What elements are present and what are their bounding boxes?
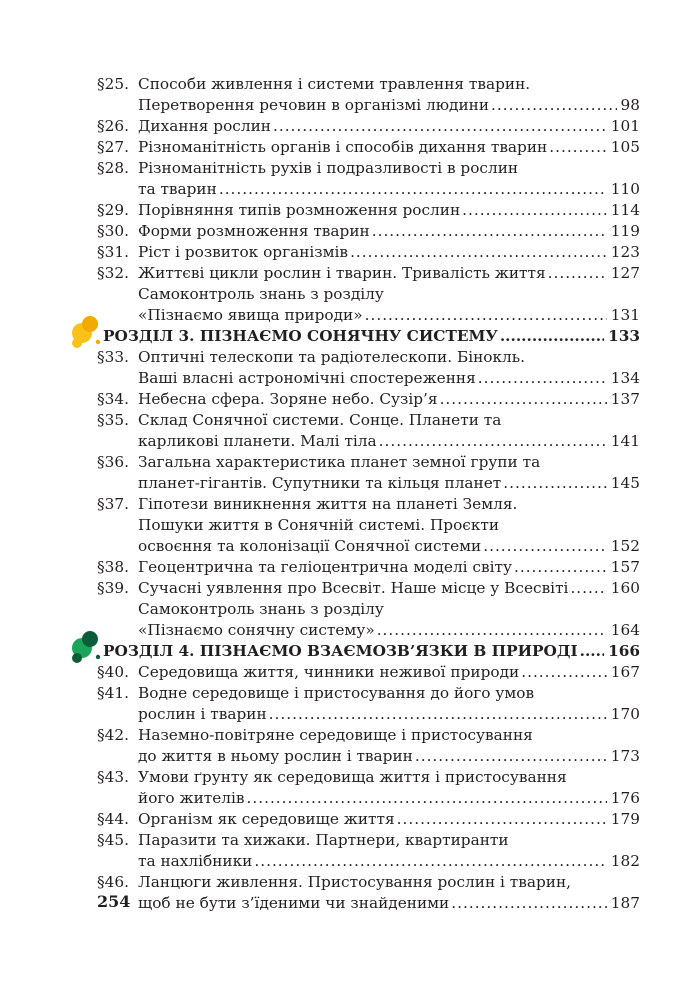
entry-page-number: 166 bbox=[608, 642, 640, 660]
entry-title: Організм як середовище життя bbox=[138, 810, 395, 828]
dot-leader bbox=[491, 95, 616, 116]
entry-title-line bbox=[138, 746, 640, 767]
dot-leader bbox=[247, 788, 607, 809]
entry-title: Ваші власні астрономічні спостереження bbox=[138, 369, 476, 387]
paragraph-number: §33. bbox=[97, 348, 129, 366]
entry-page-number: 141 bbox=[610, 432, 640, 450]
entry-page-number: 179 bbox=[610, 810, 640, 828]
entry-page-number: 133 bbox=[608, 327, 640, 345]
entry-title: Умови ґрунту як середовища життя і пристосування bbox=[138, 768, 567, 786]
paragraph-number: §44. bbox=[97, 810, 129, 828]
entry-title: Геоцентрична та геліоцентрична моделі світу bbox=[138, 558, 512, 576]
toc-entry[interactable] bbox=[97, 872, 640, 914]
entry-title: Водне середовище і пристосування до його умов bbox=[138, 684, 535, 702]
entry-title: карликові планети. Малі тіла bbox=[138, 432, 377, 450]
toc-entry[interactable] bbox=[97, 221, 640, 242]
entry-page-number: 119 bbox=[610, 222, 640, 240]
entry-title: РОЗДІЛ 3. ПІЗНАЄМО СОНЯЧНУ СИСТЕМУ bbox=[103, 327, 498, 345]
entry-page-number: 137 bbox=[610, 390, 640, 408]
toc-line bbox=[97, 242, 640, 263]
dot-leader bbox=[440, 389, 607, 410]
entry-page-number: 110 bbox=[610, 180, 640, 198]
entry-title: його жителів bbox=[138, 789, 245, 807]
entry-title-line bbox=[138, 263, 640, 284]
entry-title: Гіпотези виникнення життя на планеті Земля. bbox=[138, 495, 518, 513]
toc-line bbox=[97, 515, 640, 536]
entry-title: «Пізнаємо сонячну систему» bbox=[138, 621, 375, 639]
entry-title-line bbox=[138, 893, 640, 914]
toc-line bbox=[97, 641, 640, 662]
entry-title-line bbox=[138, 347, 640, 368]
entry-title-line bbox=[138, 305, 640, 326]
entry-title-line bbox=[138, 767, 640, 788]
entry-page-number: 157 bbox=[610, 558, 640, 576]
entry-title: Ланцюги живлення. Пристосування рослин і тварин, bbox=[138, 873, 572, 891]
toc-line bbox=[97, 683, 640, 704]
toc-entry[interactable] bbox=[97, 74, 640, 116]
toc-entry[interactable] bbox=[97, 158, 640, 200]
entry-page-number: 152 bbox=[610, 537, 640, 555]
entry-title-line bbox=[138, 74, 640, 95]
entry-title: Самоконтроль знань з розділу bbox=[138, 600, 384, 618]
dot-leader bbox=[500, 326, 604, 347]
entry-page-number: 127 bbox=[610, 264, 640, 282]
entry-page-number: 105 bbox=[610, 138, 640, 156]
paragraph-number: §40. bbox=[97, 663, 129, 681]
toc-line bbox=[97, 557, 640, 578]
dot-leader bbox=[379, 431, 607, 452]
entry-title-line bbox=[138, 683, 640, 704]
toc-line bbox=[97, 767, 640, 788]
entry-title: «Пізнаємо явища природи» bbox=[138, 306, 363, 324]
entry-title-line bbox=[138, 515, 640, 536]
entry-page-number: 173 bbox=[610, 747, 640, 765]
entry-title-line bbox=[138, 431, 640, 452]
entry-title: Перетворення речовин в організмі людини bbox=[138, 96, 490, 114]
entry-title: Життєві цикли рослин і тварин. Тривалість життя bbox=[138, 264, 546, 282]
paragraph-number: §26. bbox=[97, 117, 129, 135]
toc-line bbox=[97, 746, 640, 767]
entry-title-line bbox=[138, 452, 640, 473]
paragraph-number: §34. bbox=[97, 390, 129, 408]
dot-leader bbox=[548, 263, 607, 284]
entry-page-number: 182 bbox=[610, 852, 640, 870]
paragraph-number: §30. bbox=[97, 222, 129, 240]
entry-title: Самоконтроль знань з розділу bbox=[138, 285, 384, 303]
toc-entry[interactable] bbox=[97, 284, 640, 326]
toc-line bbox=[97, 179, 640, 200]
entry-page-number: 176 bbox=[610, 789, 640, 807]
dot-leader bbox=[415, 746, 607, 767]
entry-title: Наземно-повітряне середовище і пристосування bbox=[138, 726, 533, 744]
entry-title: Загальна характеристика планет земної групи та bbox=[138, 453, 541, 471]
toc-line bbox=[97, 410, 640, 431]
paragraph-number: §29. bbox=[97, 201, 129, 219]
toc-line bbox=[97, 578, 640, 599]
dot-leader bbox=[549, 137, 607, 158]
entry-page-number: 131 bbox=[610, 306, 640, 324]
entry-title-line bbox=[138, 368, 640, 389]
toc-line bbox=[97, 704, 640, 725]
dot-leader bbox=[365, 305, 607, 326]
toc-entry[interactable] bbox=[97, 347, 640, 389]
dot-leader bbox=[377, 620, 607, 641]
entry-title-line bbox=[138, 620, 640, 641]
toc-line bbox=[97, 872, 640, 893]
entry-title-line bbox=[138, 578, 640, 599]
entry-title-line bbox=[138, 725, 640, 746]
entry-page-number: 160 bbox=[610, 579, 640, 597]
toc-line bbox=[97, 893, 640, 914]
toc-line bbox=[97, 452, 640, 473]
entry-page-number: 134 bbox=[610, 369, 640, 387]
entry-title: Паразити та хижаки. Партнери, квартиранти bbox=[138, 831, 509, 849]
dot-leader bbox=[451, 893, 607, 914]
entry-title-line bbox=[138, 473, 640, 494]
toc-entry[interactable] bbox=[97, 599, 640, 641]
dot-leader bbox=[397, 809, 607, 830]
paragraph-number: §25. bbox=[97, 75, 129, 93]
toc-entry[interactable] bbox=[97, 725, 640, 767]
toc-entry[interactable] bbox=[97, 116, 640, 137]
toc-entry[interactable] bbox=[97, 662, 640, 683]
entry-title: щоб не бути з’їденими чи знайденими bbox=[138, 894, 450, 912]
paragraph-number: §36. bbox=[97, 453, 129, 471]
entry-page-number: 164 bbox=[610, 621, 640, 639]
toc-line bbox=[97, 116, 640, 137]
entry-title: та тварин bbox=[138, 180, 217, 198]
entry-title-line bbox=[138, 389, 640, 410]
toc-entry[interactable] bbox=[97, 830, 640, 872]
toc-line bbox=[97, 809, 640, 830]
entry-page-number: 101 bbox=[610, 117, 640, 135]
dot-leader bbox=[372, 221, 607, 242]
toc-line bbox=[97, 95, 640, 116]
dot-leader bbox=[514, 557, 607, 578]
entry-title-line bbox=[138, 284, 640, 305]
entry-title-line bbox=[138, 179, 640, 200]
toc-line bbox=[97, 431, 640, 452]
paragraph-number: §45. bbox=[97, 831, 129, 849]
entry-title-line bbox=[138, 242, 640, 263]
table-of-contents bbox=[97, 74, 640, 914]
entry-title-line bbox=[138, 536, 640, 557]
dot-leader bbox=[254, 851, 606, 872]
toc-line bbox=[97, 305, 640, 326]
entry-title-line bbox=[138, 662, 640, 683]
toc-line bbox=[97, 473, 640, 494]
toc-line bbox=[97, 389, 640, 410]
toc-line bbox=[97, 347, 640, 368]
dot-leader bbox=[521, 662, 607, 683]
entry-title-line bbox=[138, 95, 640, 116]
entry-title: Сучасні уявлення про Всесвіт. Наше місце у Всесвіті bbox=[138, 579, 569, 597]
entry-page-number: 98 bbox=[620, 96, 640, 114]
toc-entry[interactable] bbox=[97, 137, 640, 158]
entry-page-number: 123 bbox=[610, 243, 640, 261]
toc-line bbox=[97, 599, 640, 620]
entry-title-line bbox=[138, 221, 640, 242]
dot-leader bbox=[478, 368, 607, 389]
entry-title: Різноманітність рухів і подразливості в рослин bbox=[138, 159, 519, 177]
entry-title: до життя в ньому рослин і тварин bbox=[138, 747, 413, 765]
entry-page-number: 187 bbox=[610, 894, 640, 912]
dot-leader bbox=[273, 116, 607, 137]
entry-title: Середовища життя, чинники неживої природи bbox=[138, 663, 520, 681]
toc-line bbox=[97, 725, 640, 746]
dot-leader bbox=[462, 200, 607, 221]
entry-title-line bbox=[138, 137, 640, 158]
paragraph-number: §41. bbox=[97, 684, 129, 702]
toc-line bbox=[97, 74, 640, 95]
entry-title: Способи живлення і системи травлення тварин. bbox=[138, 75, 531, 93]
entry-title: Форми розмноження тварин bbox=[138, 222, 370, 240]
entry-title-line bbox=[138, 116, 640, 137]
toc-line bbox=[97, 263, 640, 284]
toc-entry[interactable] bbox=[97, 200, 640, 221]
toc-line bbox=[97, 221, 640, 242]
entry-title: рослин і тварин bbox=[138, 705, 267, 723]
dot-leader bbox=[483, 536, 607, 557]
entry-title-line bbox=[138, 830, 640, 851]
entry-title: Різноманітність органів і способів дихання тварин bbox=[138, 138, 548, 156]
entry-title-line bbox=[138, 788, 640, 809]
entry-title: Ріст і розвиток організмів bbox=[138, 243, 349, 261]
page-number: 254 bbox=[97, 892, 131, 911]
toc-line bbox=[97, 200, 640, 221]
toc-entry[interactable] bbox=[97, 578, 640, 599]
entry-title-line bbox=[138, 494, 640, 515]
toc-entry[interactable] bbox=[97, 389, 640, 410]
toc-line bbox=[97, 137, 640, 158]
toc-line bbox=[97, 494, 640, 515]
entry-title: Склад Сонячної системи. Сонце. Планети та bbox=[138, 411, 502, 429]
paragraph-number: §28. bbox=[97, 159, 129, 177]
toc-line bbox=[97, 284, 640, 305]
entry-title: освоєння та колонізації Сонячної системи bbox=[138, 537, 482, 555]
toc-entry[interactable] bbox=[97, 452, 640, 494]
dot-leader bbox=[269, 704, 607, 725]
entry-title-line bbox=[138, 410, 640, 431]
paragraph-number: §27. bbox=[97, 138, 129, 156]
dot-leader bbox=[570, 578, 606, 599]
entry-title-line bbox=[138, 851, 640, 872]
entry-page-number: 167 bbox=[610, 663, 640, 681]
toc-entry[interactable] bbox=[97, 263, 640, 284]
paragraph-number: §43. bbox=[97, 768, 129, 786]
toc-line bbox=[97, 851, 640, 872]
paragraph-number: §32. bbox=[97, 264, 129, 282]
paragraph-number: §38. bbox=[97, 558, 129, 576]
toc-entry[interactable] bbox=[97, 683, 640, 725]
entry-title-line bbox=[103, 326, 640, 347]
entry-title-line bbox=[138, 809, 640, 830]
entry-title: та нахлібники bbox=[138, 852, 253, 870]
toc-line bbox=[97, 620, 640, 641]
paragraph-number: §42. bbox=[97, 726, 129, 744]
toc-entry[interactable] bbox=[97, 494, 640, 557]
paragraph-number: §31. bbox=[97, 243, 129, 261]
entry-title: Дихання рослин bbox=[138, 117, 271, 135]
section-heading[interactable] bbox=[97, 641, 640, 662]
dot-leader bbox=[219, 179, 607, 200]
paragraph-number: §35. bbox=[97, 411, 129, 429]
entry-page-number: 170 bbox=[610, 705, 640, 723]
paragraph-number: §37. bbox=[97, 495, 129, 513]
entry-title-line bbox=[138, 200, 640, 221]
entry-title-line bbox=[138, 872, 640, 893]
toc-entry[interactable] bbox=[97, 557, 640, 578]
entry-title-line bbox=[138, 158, 640, 179]
dot-leader bbox=[580, 641, 604, 662]
toc-line bbox=[97, 158, 640, 179]
toc-line bbox=[97, 368, 640, 389]
toc-line bbox=[97, 788, 640, 809]
section-heading[interactable] bbox=[97, 326, 640, 347]
paragraph-number: §46. bbox=[97, 873, 129, 891]
entry-title-line bbox=[103, 641, 640, 662]
toc-entry[interactable] bbox=[97, 242, 640, 263]
toc-entry[interactable] bbox=[97, 809, 640, 830]
entry-title: РОЗДІЛ 4. ПІЗНАЄМО ВЗАЄМОЗВ’ЯЗКИ В ПРИРОДІ bbox=[103, 642, 578, 660]
toc-entry[interactable] bbox=[97, 767, 640, 809]
toc-line bbox=[97, 830, 640, 851]
toc-line bbox=[97, 326, 640, 347]
entry-title: планет-гігантів. Супутники та кільця планет bbox=[138, 474, 502, 492]
entry-page-number: 145 bbox=[610, 474, 640, 492]
entry-title: Оптичні телескопи та радіотелескопи. Бінокль. bbox=[138, 348, 525, 366]
entry-title: Порівняння типів розмноження рослин bbox=[138, 201, 461, 219]
toc-line bbox=[97, 662, 640, 683]
dot-leader bbox=[503, 473, 607, 494]
toc-line bbox=[97, 536, 640, 557]
entry-title-line bbox=[138, 599, 640, 620]
entry-title-line bbox=[138, 704, 640, 725]
dot-leader bbox=[350, 242, 607, 263]
paragraph-number: §39. bbox=[97, 579, 129, 597]
entry-title-line bbox=[138, 557, 640, 578]
entry-title: Небесна сфера. Зоряне небо. Сузір’я bbox=[138, 390, 438, 408]
entry-page-number: 114 bbox=[610, 201, 640, 219]
toc-entry[interactable] bbox=[97, 410, 640, 452]
entry-title: Пошуки життя в Сонячній системі. Проєкти bbox=[138, 516, 500, 534]
